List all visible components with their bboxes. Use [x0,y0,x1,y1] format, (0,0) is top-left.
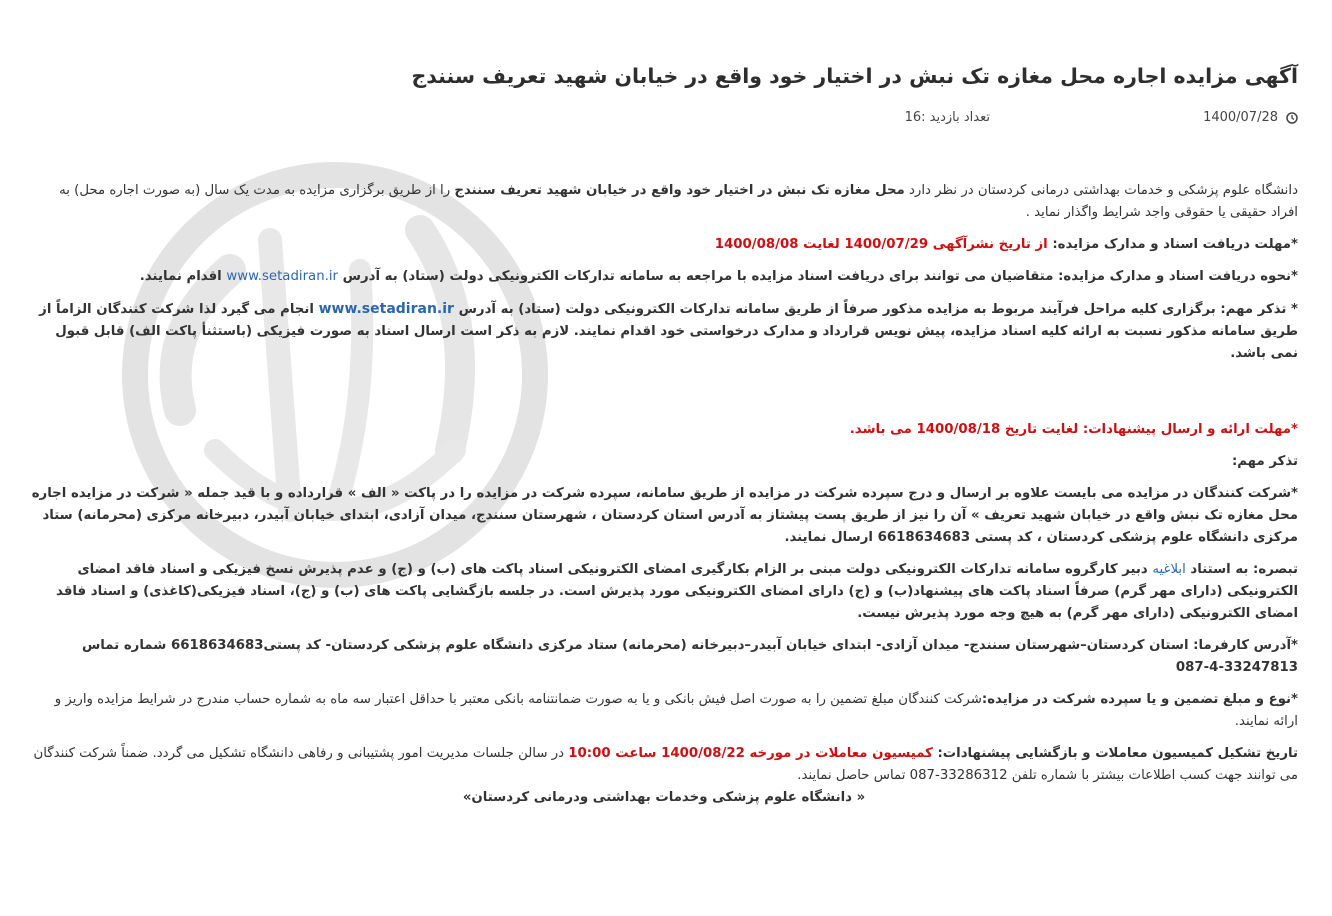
document-method-text: *نحوه دریافت اسناد و مدارک مزایده: متقاضیان می توانند برای دریافت اسناد مزایده با مراجعه به سامانه تدارکات الکترونیکی دولت (ستاد) به آدرس [338,269,1298,284]
note-text-end: دبیر کارگروه سامانه تدارکات الکترونیکی دولت مبنی بر الزام بکارگیری امضای الکترونیکی اسناد پاکت های (ب) و (ج) و عدم پذیرش نسخ فیزیکی و اسناد فاقد امضای الکترونیکی (دارای مهر گرم) صرفاً اسناد پاکت های پیشنهاد(ب) و (ج) دارای امضای الکترونیکی مورد پذیرش است. در جلسه بازگشایی پاکت های (ب) و (ج)، اسناد فیزیکی(کاغذی) و اسناد فاقد امضای الکترونیکی (دارای مهر گرم) به هیچ وجه مورد پذیرش نیست. [56,562,1298,621]
intro-subject: محل مغازه تک نبش در اختیار خود واقع در خیابان شهید تعریف سنندج [454,183,905,198]
commission-paragraph [30,743,1298,787]
page-title: آگهی مزایده اجاره محل مغازه تک نبش در اختیار خود واقع در خیابان شهید تعریف سنندج [411,64,1298,88]
clock-icon [1286,112,1298,124]
document-deadline-value: از تاریخ نشرآگهی 1400/07/29 لغایت 1400/08/08 [714,237,1048,252]
view-count [905,110,990,125]
note-paragraph [30,559,1298,625]
intro-text: دانشگاه علوم پزشکی و خدمات بهداشتی درمانی کردستان در نظر دارد [904,183,1298,198]
reminder-heading: تذکر مهم: [1231,454,1298,469]
document-deadline [30,234,1298,256]
setadiran-link[interactable]: www.setadiran.ir [226,269,339,284]
commission-label: تاریخ تشکیل کمیسیون معاملات و بازگشایی پیشنهادات: [932,746,1298,761]
publish-date-value: 1400/07/28 [1203,110,1278,125]
commission-date: کمیسیون معاملات در مورخه 1400/08/22 ساعت 10:00 [568,746,933,761]
view-count-label: تعداد بازدید : [921,110,990,125]
intro-paragraph [30,180,1298,224]
guarantee-text: شرکت کنندگان مبلغ تضمین را به صورت اصل فیش بانکی و یا به صورت ضمانتنامه بانکی معتبر با حداقل اعتبار سه ماه به شماره حساب مندرج در شرایط مزایده واریز و ارائه نمایند. [54,692,1298,729]
important-note-end: انجام می گیرد لذا شرکت کنندگان الزاماً از طریق سامانه مذکور نسبت به ارائه کلیه اسناد مزایده، پیش نویس قرارداد و مدارک درخواستی خود اقدام نمایند. لازم به ذکر است ارسال اسناد به صورت فیزیکی (باستثنأ پاکت الف) قابل قبول نمی باشد. [39,302,1298,361]
employer-address: *آدرس کارفرما: استان کردستان–شهرستان سنندج- میدان آزادی- ابتدای خیابان آبیدر–دبیرخانه (محرمانه) ستاد مرکزی دانشگاه علوم پزشکی کردستان- کد پستی6618634683 شماره تماس 33247813-4-087 [81,638,1298,675]
footer-signature: « دانشگاه علوم پزشکی وخدمات بهداشتی ودرمانی کردستان» [462,790,866,805]
setadiran-link-bold[interactable]: www.setadiran.ir [318,301,454,317]
proposal-deadline: *مهلت ارائه و ارسال پیشنهادات: لغایت تاریخ 1400/08/18 می باشد. [849,422,1298,437]
document-deadline-label: *مهلت دریافت اسناد و مدارک مزایده: [1047,237,1298,252]
important-note-text: * تذکر مهم: برگزاری کلیه مراحل فرآیند مربوط به مزایده مذکور صرفاً از طریق سامانه تدارکات الکترونیکی دولت (ستاد) به آدرس [453,302,1298,317]
note-text: تبصره: به استناد [1185,562,1298,577]
publish-date [1203,110,1298,125]
view-count-value: 16 [904,110,922,125]
commission-text: در سالن جلسات مدیریت امور پشتیبانی و رفاهی دانشگاه تشکیل می گردد. ضمناً شرکت کنندگان می توانند جهت کسب اطلاعات بیشتر با شماره تلفن 33286312-087 تماس حاصل نمایند. [33,746,1298,783]
guarantee-label: *نوع و مبلغ تضمین و یا سپرده شرکت در مزایده: [981,692,1298,707]
notice-link[interactable]: ابلاغیه [1152,562,1186,577]
reminder-paragraph: *شرکت کنندگان در مزایده می بایست علاوه بر ارسال و درج سپرده شرکت در مزایده از طریق سامانه، سپرده شرکت در مزایده را در پاکت « الف » قرارداده و با قید جمله « شرکت در مزایده اجاره محل مغازه تک نبش واقع در خیابان شهید تعریف » آن را نیز از طریق پست پیشتاز به آدرس استان کردستان ، شهرستان سنندج، میدان آزادی، ابتدای خیابان آبیدر، دبیرخانه مرکزی (محرمانه) ستاد مرکزی دانشگاه علوم پزشکی کردستان ، کد پستی 6618634683 ارسال نمایند. [31,486,1298,545]
guarantee-paragraph [30,689,1298,733]
document-method [30,266,1298,288]
intro-text-end: را از طریق برگزاری مزایده به مدت یک سال (به صورت اجاره محل) به افراد حقیقی یا حقوقی واجد شرایط واگذار نماید . [59,183,1298,220]
document-method-end: اقدام نمایند. [139,269,227,284]
important-note [30,298,1298,365]
announcement-body [30,180,1298,819]
